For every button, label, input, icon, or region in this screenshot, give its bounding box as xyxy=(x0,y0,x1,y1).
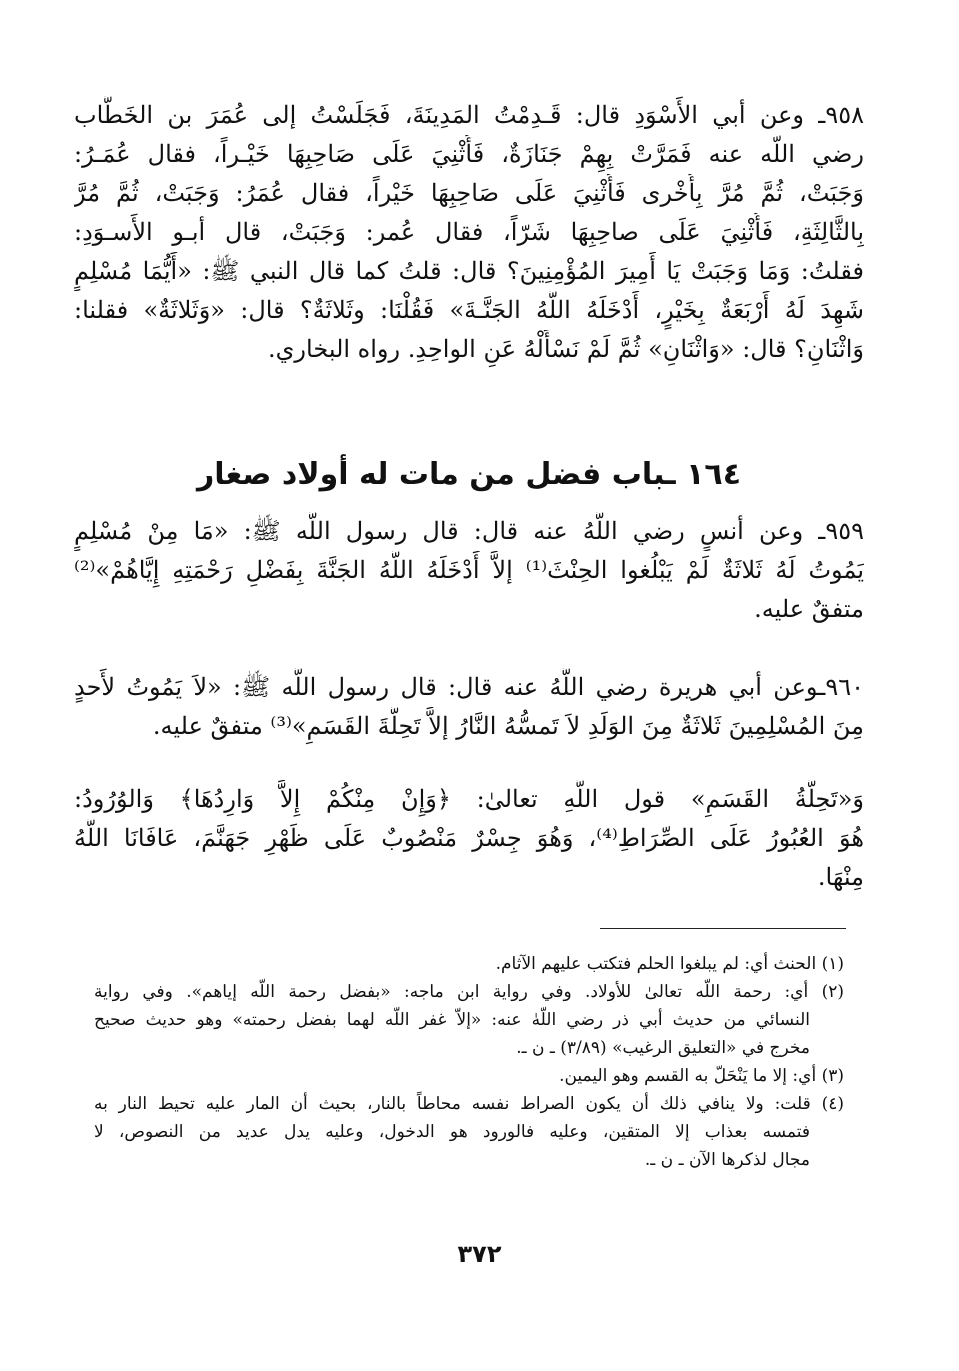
hadith-958 xyxy=(74,96,864,369)
footnote-3 xyxy=(94,1062,844,1090)
hadith-960 xyxy=(74,668,864,746)
text-line: متفقٌ عليه. xyxy=(754,595,864,623)
text-line: ٩٥٨ـ وعن أبي الأَسْوَدِ قال: قَـدِمْتُ المَدِينَةَ، فَجَلَسْتُ إلى عُمَرَ بن الخَطَّاب xyxy=(74,101,864,129)
footnote-line: (١) الحنث أي: لم يبلغوا الحلم فتكتب عليهم الآثام. xyxy=(495,954,844,974)
text-line: ٩٦٠ـوعن أبي هريرة رضي اللَّهُ عنه قال: قال رسول اللَّه ﷺ: «لاَ يَمُوتُ لأَحدٍ xyxy=(74,673,864,701)
text-line: مِنَ المُسْلِمِينَ ثَلاثَةٌ مِنَ الوَلَدِ لاَ تَمسُّهُ النَّارُ إلاَّ تَحِلَّةَ القَسَمِ»⁽³⁾ متفقٌ عليه. xyxy=(152,712,864,740)
text-line: بِالثَّالِثَةِ، فَأُثْنِيَ عَلَى صاحِبِهَا شَرّاً، فقال عُمر: وَجَبَتْ، قال أبـو الأَسـوَدِ: xyxy=(74,218,864,246)
footnote-line: (٢) أي: رحمة اللّه تعالىٰ للأولاد. وفي رواية ابن ماجه: «بفضل رحمة اللّه إياهم». وفي رواية xyxy=(94,982,844,1002)
text-line: وَجَبَتْ، ثُمَّ مُرَّ بِأُخْرى فَأُثْنِيَ عَلَى صَاحِبِهَا خَيْراً، فقال عُمَرُ: وَجَبَتْ، ثُمَّ مُرَّ xyxy=(74,179,864,207)
chapter-heading: ١٦٤ ـباب فضل من مات له أولاد صغار xyxy=(196,457,742,492)
text-line: مِنْهَا. xyxy=(817,863,864,891)
text-line: شَهِدَ لَهُ أَرْبَعَةٌ بِخَيْرٍ، أَدْخَلَهُ اللَّهُ الجَنَّـةَ» فَقُلْنَا: وثَلاثَةٌ؟ قال: «وَثَلاثَةٌ» فقلنا: xyxy=(74,296,864,324)
text-line: ٩٥٩ـ وعن أنسٍ رضي اللَّهُ عنه قال: قال رسول اللَّه ﷺ: «مَا مِنْ مُسْلِمٍ xyxy=(74,517,864,545)
text-line: رضي اللّه عنه فَمَرَّتْ بِهِمْ جَنَازَةٌ، فَأُثْنِيَ عَلَى صَاحِبِهَا خَيْـراً، فقال عُمَـرُ: xyxy=(74,140,864,168)
commentary xyxy=(74,780,864,897)
footnote-line: النسائي من حديث أبي ذر رضي اللّهٰ عنه: «إلاّ غفر اللّه لهما بفضل رحمته» وهو حديث صحيح xyxy=(94,1010,810,1030)
footnote-divider xyxy=(600,928,846,929)
text-line: وَ«تَحِلَّةُ القَسَمِ» قول اللَّهِ تعالىٰ: ﴿وَإِنْ مِنْكُمْ إِلاَّ وَارِدُهَا﴾ وَالوُرُودُ: xyxy=(74,785,864,813)
hadith-959 xyxy=(74,512,864,629)
footnote-4 xyxy=(94,1090,844,1174)
footnote-1 xyxy=(94,950,844,978)
text-line: يَمُوتُ لَهُ ثَلاثَةٌ لَمْ يَبْلُغوا الحِنْثَ⁽¹⁾ إلاَّ أَدْخَلَهُ اللَّهُ الجَنَّةَ بِفَضْلِ رَحْمَتِهِ إِيَّاهُمْ»⁽²⁾ xyxy=(74,556,864,584)
footnote-2 xyxy=(94,978,844,1062)
footnotes xyxy=(94,950,844,1174)
text-line: هُوَ العُبُورُ عَلَى الصِّرَاطِ⁽⁴⁾، وَهُوَ جِسْرٌ مَنْصُوبٌ عَلَى ظَهْرِ جَهَنَّمَ، عَافَانَا اللَّهُ xyxy=(74,824,864,852)
page-number: ٣٧٢ xyxy=(457,1240,502,1268)
footnote-line: مجال لذكرها الآن ـ ن ـ. xyxy=(644,1150,810,1170)
footnote-line: فتمسه بعذاب إلا المتقين، وعليه فالورود هو الدخول، وعليه يدل عديد من النصوص، لا xyxy=(94,1122,810,1142)
text-line: فقلتُ: وَمَا وَجَبَتْ يَا أَمِيرَ المُؤْمِنِينَ؟ قال: قلتُ كما قال النبي ﷺ: «أَيُّمَا مُسْلِمٍ xyxy=(74,257,864,285)
text-line: وَاثْنَانِ؟ قال: «وَاثْنَانِ» ثُمَّ لَمْ نَسْأَلْهُ عَنِ الواحِدِ. رواه البخاري. xyxy=(268,335,864,363)
footnote-line: مخرج في «التعليق الرغيب» (٣/٨٩) ـ ن ـ. xyxy=(516,1038,810,1058)
footnote-line: (٣) أي: إلا ما يَنْحَلّ به القسم وهو اليمين. xyxy=(559,1066,844,1086)
footnote-line: (٤) قلت: ولا ينافي ذلك أن يكون الصراط نفسه محاطاً بالنار، بحيث أن المار عليه تحيط النار به xyxy=(94,1094,844,1114)
